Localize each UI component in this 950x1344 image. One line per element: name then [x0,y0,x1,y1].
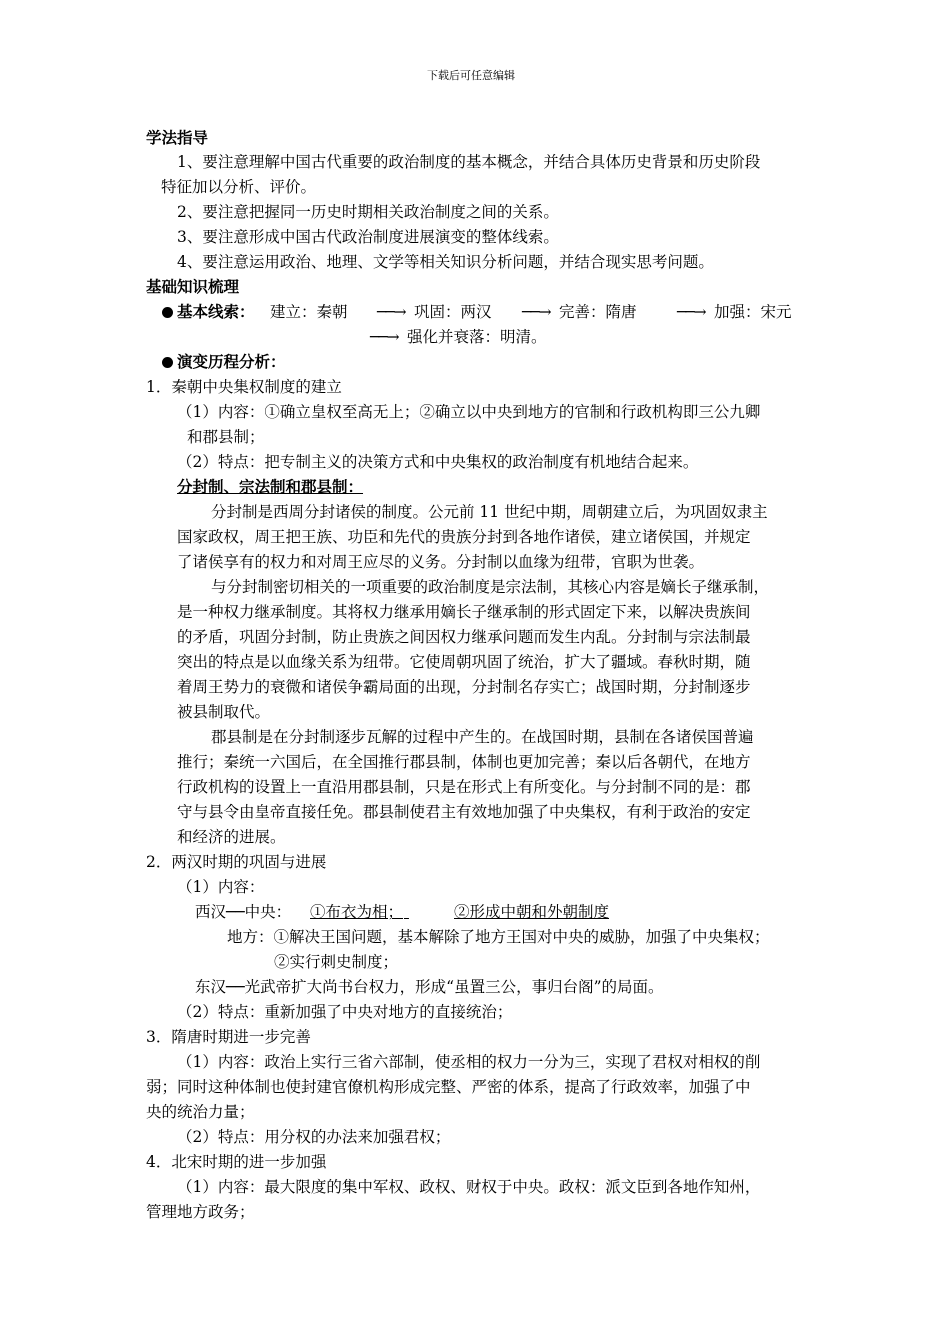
xihan-local-a: 地方：①解决王国问题，基本解除了地方王国对中央的威胁，加强了中央集权； [227,928,770,946]
basic-clue-line [162,302,255,322]
junxian-p5: 和经济的进展。 [177,828,286,846]
study-guide-title: 学法指导 [146,129,209,147]
zongfa-p5: 着周王势力的衰微和诸侯争霸局面的出现，分封制名存实亡；战国时期，分封制逐步 [177,678,751,696]
study-guide-item-2: 2、要注意把握同一历史时期相关政治制度之间的关系。 [177,203,559,221]
s2-feature: （2）特点：重新加强了中央对地方的直接统治； [177,1003,513,1021]
s4-content-b: 管理地方政务； [146,1203,255,1221]
s3-feature: （2）特点：用分权的办法来加强君权； [177,1128,451,1146]
arrow-icon: ──→ [377,303,406,321]
donghan-line: 东汉──光武帝扩大尚书台权力，形成“虽置三公，事归台阁”的局面。 [195,978,664,996]
clue-songyuan: 加强：宋元 [714,303,792,321]
study-guide-item-1-cont: 特征加以分析、评价。 [161,178,317,196]
s1-feature: （2）特点：把专制主义的决策方式和中央集权的政治制度有机地结合起来。 [177,453,699,471]
basics-title: 基础知识梳理 [146,278,240,296]
section-1-title: 1．秦朝中央集权制度的建立 [146,378,342,396]
study-guide-item-3: 3、要注意形成中国古代政治制度进展演变的整体线索。 [177,228,559,246]
study-guide-item-4: 4、要注意运用政治、地理、文学等相关知识分析问题，并结合现实思考问题。 [177,253,714,271]
xihan-central-label: 西汉──中央： [195,903,292,921]
zongfa-p3: 的矛盾，巩固分封制，防止贵族之间因权力继承问题而发生内乱。分封制与宗法制最 [177,628,751,646]
zongfa-p1: 与分封制密切相关的一项重要的政治制度是宗法制，其核心内容是嫡长子继承制， [211,578,770,596]
junxian-p3: 行政机构的设置上一直沿用郡县制，只是在形式上有所变化。与分封制不同的是：郡 [177,778,751,796]
bullet-icon [162,307,173,318]
s1-content-a: （1）内容：①确立皇权至高无上；②确立以中央到地方的官制和行政机构即三公九卿 [177,403,761,421]
xihan-central-b: ②形成中朝和外朝制度 [454,903,610,921]
basic-clue-label: 基本线索： [177,303,255,321]
evolution-label: 演变历程分析： [177,353,286,371]
arrow-icon: ──→ [522,303,551,321]
zongfa-p4: 突出的特点是以血缘关系为纽带。它使周朝巩固了统治，扩大了疆域。春秋时期，随 [177,653,751,671]
s3-content-c: 央的统治力量； [146,1103,255,1121]
s2-content-label: （1）内容： [177,878,265,896]
junxian-p4: 守与县令由皇帝直接任免。郡县制使君主有效地加强了中央集权，有利于政治的安定 [177,803,751,821]
xihan-local-b: ②实行刺史制度； [274,953,399,971]
junxian-p1: 郡县制是在分封制逐步瓦解的过程中产生的。在战国时期，县制在各诸侯国普遍 [211,728,754,746]
bullet-icon [162,357,173,368]
s3-content-b: 弱；同时这种体制也使封建官僚机构形成完整、严密的体系，提高了行政效率，加强了中 [146,1078,751,1096]
study-guide-item-1: 1、要注意理解中国古代重要的政治制度的基本概念，并结合具体历史背景和历史阶段 [177,153,761,171]
fengjian-p1: 分封制是西周分封诸侯的制度。公元前 11 世纪中期，周朝建立后，为巩固奴隶主 [211,503,768,521]
xihan-central-a: ①布衣为相； [310,903,404,921]
fengjian-p2: 国家政权，周王把王族、功臣和先代的贵族分封到各地作诸侯，建立诸侯国，并规定 [177,528,751,546]
xihan-central-gap [404,902,454,922]
fengjian-p3: 了诸侯享有的权力和对周王应尽的义务。分封制以血缘为纽带，官职为世袭。 [177,553,705,571]
zongfa-p6: 被县制取代。 [177,703,271,721]
s3-content-a: （1）内容：政治上实行三省六部制，使丞相的权力一分为三，实现了君权对相权的削 [177,1053,761,1071]
clue-suitang: 完善：隋唐 [559,303,637,321]
arrow-icon: ──→ [370,328,399,346]
clue-han: 巩固：两汉 [414,303,492,321]
s1-subtitle: 分封制、宗法制和郡县制： [177,478,364,496]
junxian-p2: 推行；秦统一六国后，在全国推行郡县制，体制也更加完善；秦以后各朝代，在地方 [177,753,751,771]
section-3-title: 3．隋唐时期进一步完善 [146,1028,311,1046]
arrow-icon: ──→ [677,303,706,321]
zongfa-p2: 是一种权力继承制度。其将权力继承用嫡长子继承制的形式固定下来，以解决贵族间 [177,603,751,621]
clue-qin: 建立：秦朝 [270,303,348,321]
section-4-title: 4．北宋时期的进一步加强 [146,1153,327,1171]
s1-content-b: 和郡县制； [187,428,265,446]
evolution-line [162,352,286,372]
s4-content-a: （1）内容：最大限度的集中军权、政权、财权于中央。政权：派文臣到各地作知州， [177,1178,761,1196]
clue-mingqing: 强化并衰落：明清。 [407,328,547,346]
page-header: 下载后可任意编辑 [427,69,515,82]
section-2-title: 2．两汉时期的巩固与进展 [146,853,327,871]
